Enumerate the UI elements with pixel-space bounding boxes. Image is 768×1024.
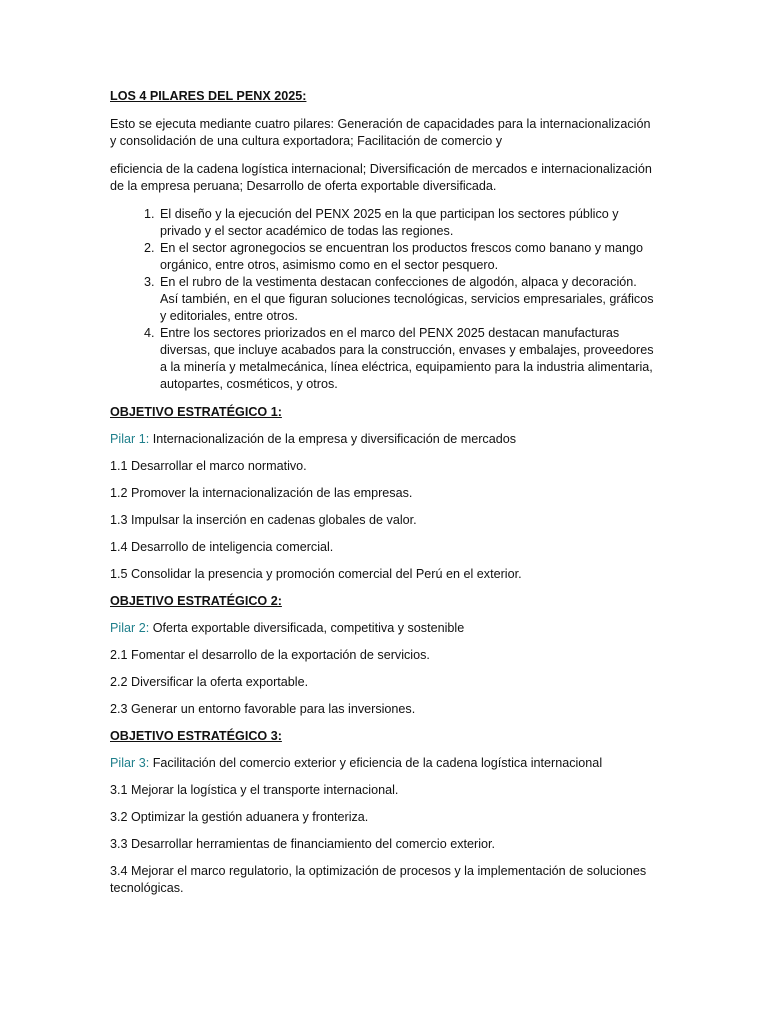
pilar-2-line [110,620,655,637]
pilar-3-text: Facilitación del comercio exterior y eficiencia de la cadena logística internacional [149,756,603,770]
intro-paragraph-1: Esto se ejecuta mediante cuatro pilares: Generación de capacidades para la internacionalización y consolidación de una cultura exportadora; Facilitación de comercio y [110,117,651,148]
pilar-1-label: Pilar 1: [110,432,150,446]
objective-2-item: 2.3 Generar un entorno favorable para las inversiones. [110,702,416,716]
pilar-1-line [110,431,655,448]
pilar-2-text: Oferta exportable diversificada, competitiva y sostenible [149,621,465,635]
objective-1-heading: OBJETIVO ESTRATÉGICO 1: [110,405,282,419]
list-item: 1. El diseño y la ejecución del PENX 2025 en la que participan los sectores público y privado y el sector académico de todas las regiones. [158,206,655,240]
objective-1-item: 1.4 Desarrollo de inteligencia comercial. [110,540,334,554]
intro-paragraph-2: eficiencia de la cadena logística internacional; Diversificación de mercados e internacionalización de la empresa peruana; Desarrollo de oferta exportable diversificada. [110,162,652,193]
objective-1-item: 1.2 Promover la internacionalización de las empresas. [110,486,413,500]
objective-3-item: 3.1 Mejorar la logística y el transporte internacional. [110,783,399,797]
page-title: LOS 4 PILARES DEL PENX 2025: [110,89,307,103]
objective-1-item: 1.1 Desarrollar el marco normativo. [110,459,307,473]
pilar-1-text: Internacionalización de la empresa y diversificación de mercados [149,432,517,446]
pilar-3-line [110,755,655,772]
objective-3-item: 3.4 Mejorar el marco regulatorio, la optimización de procesos y la implementación de soluciones tecnológicas. [110,864,647,895]
objective-3-item: 3.3 Desarrollar herramientas de financiamiento del comercio exterior. [110,837,495,851]
list-item: 3. En el rubro de la vestimenta destacan confecciones de algodón, alpaca y decoración. Así también, en el que figuran soluciones tecnológicas, servicios empresariales, gráficos y editoriales, entre otros. [158,274,655,325]
pilar-2-label: Pilar 2: [110,621,150,635]
objective-2-item: 2.2 Diversificar la oferta exportable. [110,675,309,689]
objective-2-item: 2.1 Fomentar el desarrollo de la exportación de servicios. [110,648,430,662]
list-item: 4. Entre los sectores priorizados en el marco del PENX 2025 destacan manufacturas diversas, que incluye acabados para la construcción, envases y embalajes, proveedores a la minería y metalmecánica, línea eléctrica, equipamiento para la industria alimentaria, autopartes, cosméticos, y otros. [158,325,655,393]
objective-1-item: 1.3 Impulsar la inserción en cadenas globales de valor. [110,513,417,527]
numbered-list [110,206,655,393]
objective-2-heading: OBJETIVO ESTRATÉGICO 2: [110,594,282,608]
objective-1-item: 1.5 Consolidar la presencia y promoción comercial del Perú en el exterior. [110,567,522,581]
objective-3-item: 3.2 Optimizar la gestión aduanera y fronteriza. [110,810,369,824]
pilar-3-label: Pilar 3: [110,756,150,770]
list-item: 2. En el sector agronegocios se encuentran los productos frescos como banano y mango orgánico, entre otros, asimismo como en el sector pesquero. [158,240,655,274]
document-page [110,88,655,897]
objective-3-heading: OBJETIVO ESTRATÉGICO 3: [110,729,282,743]
